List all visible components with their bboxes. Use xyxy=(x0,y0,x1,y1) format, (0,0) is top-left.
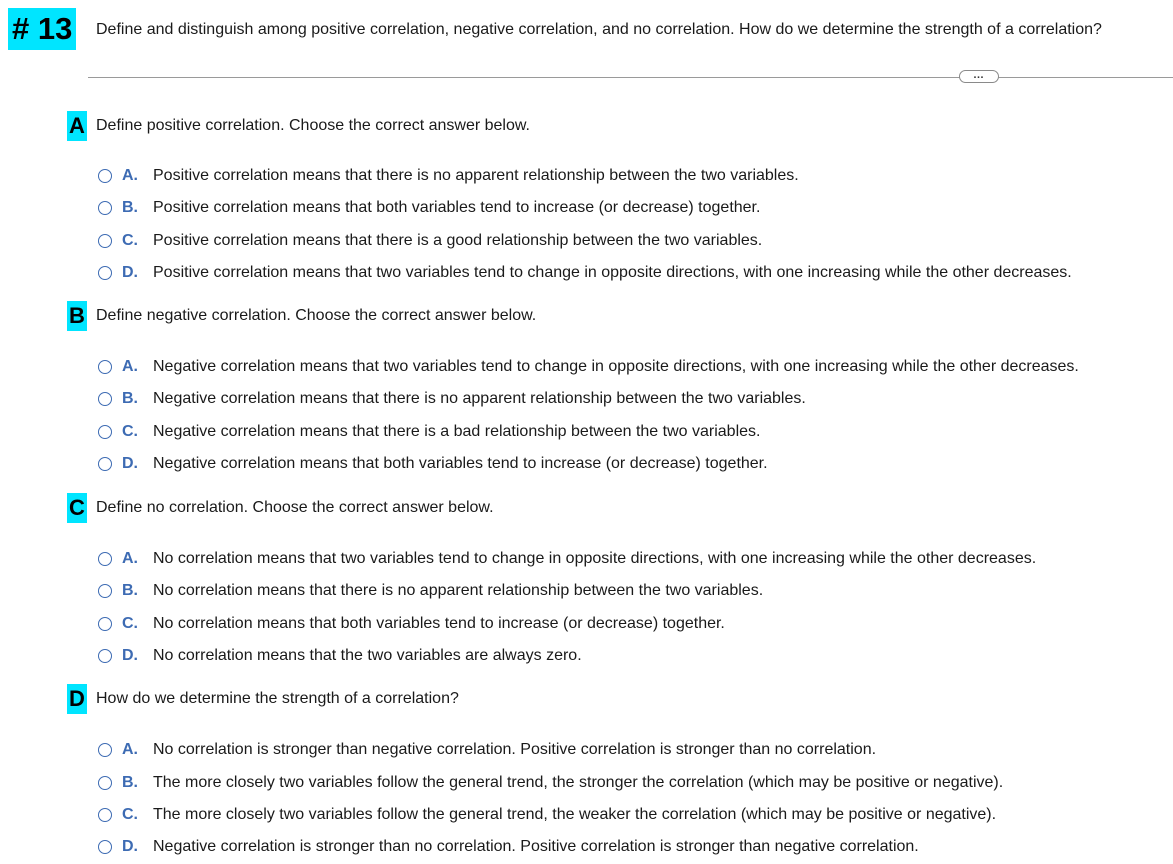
option-letter: B. xyxy=(122,199,138,216)
part-a-label: A xyxy=(67,111,87,141)
radio-button[interactable] xyxy=(98,743,112,757)
option-letter: D. xyxy=(122,647,138,664)
option-letter: B. xyxy=(122,390,138,407)
part-c-option-b[interactable] xyxy=(98,581,763,601)
radio-button[interactable] xyxy=(98,617,112,631)
option-text: No correlation means that there is no apparent relationship between the two variables. xyxy=(153,582,764,599)
radio-button[interactable] xyxy=(98,840,112,854)
option-text: No correlation means that two variables tend to change in opposite directions, with one increasing while the other decreases. xyxy=(153,550,1037,567)
option-text: No correlation is stronger than negative correlation. Positive correlation is stronger than no correlation. xyxy=(153,741,877,758)
radio-button[interactable] xyxy=(98,169,112,183)
part-d-prompt: How do we determine the strength of a correlation? xyxy=(96,690,459,707)
option-text: Negative correlation is stronger than no correlation. Positive correlation is stronger than negative correlation. xyxy=(153,838,919,855)
radio-button[interactable] xyxy=(98,776,112,790)
option-letter: C. xyxy=(122,806,138,823)
more-options-button[interactable]: … xyxy=(959,70,999,83)
option-letter: D. xyxy=(122,838,138,855)
option-letter: A. xyxy=(122,358,138,375)
option-text: No correlation means that the two variables are always zero. xyxy=(153,647,582,664)
radio-button[interactable] xyxy=(98,457,112,471)
option-letter: A. xyxy=(122,167,138,184)
part-c-prompt: Define no correlation. Choose the correct answer below. xyxy=(96,499,494,516)
option-text: Positive correlation means that two variables tend to change in opposite directions, with one increasing while the other decreases. xyxy=(153,264,1072,281)
option-text: Negative correlation means that there is a bad relationship between the two variables. xyxy=(153,423,761,440)
option-letter: A. xyxy=(122,741,138,758)
radio-button[interactable] xyxy=(98,552,112,566)
option-text: No correlation means that both variables tend to increase (or decrease) together. xyxy=(153,615,725,632)
option-text: The more closely two variables follow the general trend, the weaker the correlation (which may be positive or negative). xyxy=(153,806,997,823)
part-b-option-c[interactable] xyxy=(98,422,760,442)
part-a-prompt: Define positive correlation. Choose the correct answer below. xyxy=(96,117,530,134)
radio-button[interactable] xyxy=(98,392,112,406)
option-letter: D. xyxy=(122,264,138,281)
option-text: Negative correlation means that two variables tend to change in opposite directions, with one increasing while the other decreases. xyxy=(153,358,1079,375)
part-a-option-a[interactable] xyxy=(98,166,799,186)
part-c-option-c[interactable] xyxy=(98,614,725,634)
option-letter: A. xyxy=(122,550,138,567)
option-text: The more closely two variables follow the general trend, the stronger the correlation (which may be positive or negative). xyxy=(153,774,1004,791)
part-a-option-d[interactable] xyxy=(98,263,1072,283)
option-text: Positive correlation means that both variables tend to increase (or decrease) together. xyxy=(153,199,761,216)
radio-button[interactable] xyxy=(98,649,112,663)
radio-button[interactable] xyxy=(98,584,112,598)
part-d-option-c[interactable] xyxy=(98,805,996,825)
option-letter: B. xyxy=(122,582,138,599)
radio-button[interactable] xyxy=(98,425,112,439)
part-c-option-d[interactable] xyxy=(98,646,582,666)
part-d-label: D xyxy=(67,684,87,714)
part-b-option-d[interactable] xyxy=(98,454,768,474)
option-letter: B. xyxy=(122,774,138,791)
radio-button[interactable] xyxy=(98,808,112,822)
part-b-option-b[interactable] xyxy=(98,389,806,409)
radio-button[interactable] xyxy=(98,360,112,374)
part-d-option-d[interactable] xyxy=(98,837,919,857)
radio-button[interactable] xyxy=(98,266,112,280)
option-text: Negative correlation means that both variables tend to increase (or decrease) together. xyxy=(153,455,768,472)
part-c-option-a[interactable] xyxy=(98,549,1036,569)
question-number: # 13 xyxy=(8,8,76,50)
option-letter: C. xyxy=(122,423,138,440)
part-b-label: B xyxy=(67,301,87,331)
question-text: Define and distinguish among positive correlation, negative correlation, and no correlation. How do we determine the strength of a correlation? xyxy=(96,21,1102,38)
option-letter: C. xyxy=(122,232,138,249)
part-b-prompt: Define negative correlation. Choose the correct answer below. xyxy=(96,307,537,324)
divider xyxy=(88,77,1173,78)
radio-button[interactable] xyxy=(98,201,112,215)
part-a-option-b[interactable] xyxy=(98,198,760,218)
option-text: Positive correlation means that there is a good relationship between the two variables. xyxy=(153,232,763,249)
part-c-label: C xyxy=(67,493,87,523)
option-letter: D. xyxy=(122,455,138,472)
radio-button[interactable] xyxy=(98,234,112,248)
option-letter: C. xyxy=(122,615,138,632)
part-d-option-a[interactable] xyxy=(98,740,876,760)
part-d-option-b[interactable] xyxy=(98,773,1003,793)
part-b-option-a[interactable] xyxy=(98,357,1079,377)
option-text: Negative correlation means that there is no apparent relationship between the two variables. xyxy=(153,390,806,407)
option-text: Positive correlation means that there is no apparent relationship between the two variables. xyxy=(153,167,799,184)
part-a-option-c[interactable] xyxy=(98,231,762,251)
